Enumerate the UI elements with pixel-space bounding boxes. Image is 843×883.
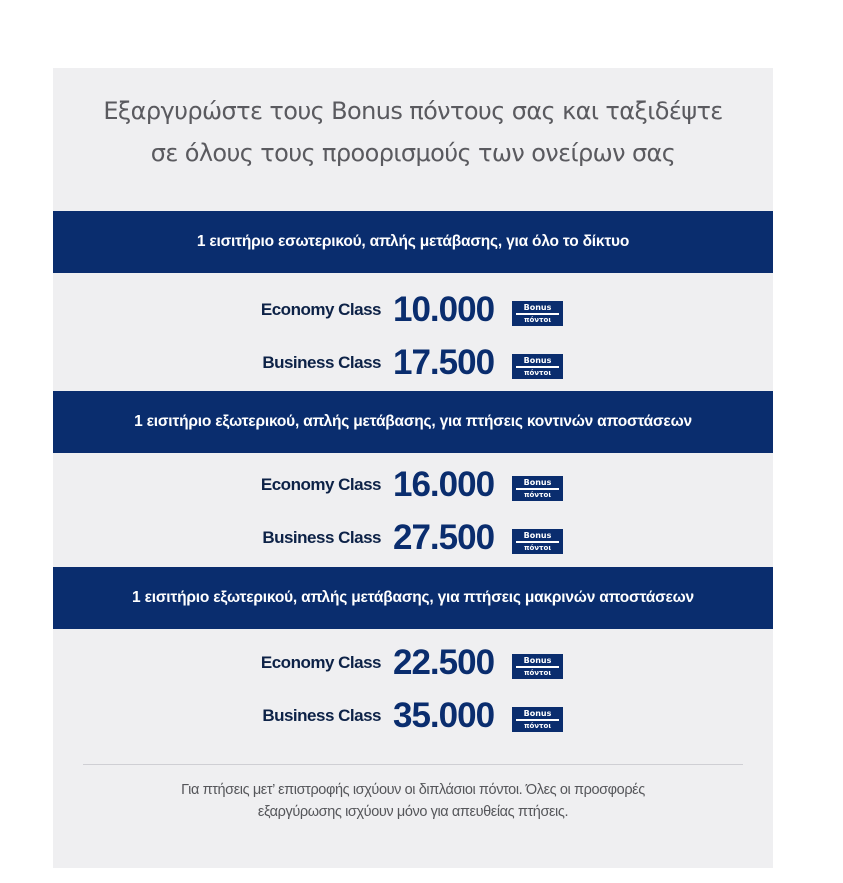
badge-divider (516, 366, 559, 368)
headline-line-1: Εξαργυρώστε τους Bonus πόντους σας και ταξιδέψτε (103, 97, 723, 125)
section-header-long-haul: 1 εισιτήριο εξωτερικού, απλής μετάβασης, για πτήσεις μακρινών αποστάσεων (53, 567, 773, 629)
fare-class-label: Economy Class (260, 300, 381, 319)
badge-top-text: Bonus (523, 478, 552, 487)
fare-class-label: Business Class (262, 528, 381, 547)
badge-bottom-text: πόντοι (523, 491, 552, 499)
fare-row (53, 643, 773, 683)
bonus-points-badge-icon (512, 476, 563, 501)
badge-top-text: Bonus (523, 656, 552, 665)
headline-line-2: σε όλους τους προορισμούς των ονείρων σας (150, 139, 676, 167)
bonus-points-badge-icon (512, 301, 563, 326)
footnote-line-1: Για πτήσεις μετ’ επιστροφής ισχύουν οι διπλάσιοι πόντοι. Όλες οι προσφορές (181, 782, 645, 798)
badge-top-text: Bonus (523, 709, 552, 718)
points-value: 22.500 (393, 643, 495, 682)
fare-class-label: Economy Class (260, 653, 381, 672)
bonus-points-panel (53, 68, 773, 868)
footnote-line-2: εξαργύρωσης ισχύουν μόνο για απευθείας πτήσεις. (257, 804, 569, 820)
fare-row (53, 518, 773, 558)
points-value: 17.500 (393, 343, 495, 382)
fare-class-label: Economy Class (260, 475, 381, 494)
points-value: 10.000 (393, 290, 495, 329)
points-value: 16.000 (393, 465, 495, 504)
fare-class-label: Business Class (262, 353, 381, 372)
badge-bottom-text: πόντοι (523, 722, 552, 730)
points-value: 35.000 (393, 696, 495, 735)
headline (53, 90, 773, 174)
badge-top-text: Bonus (523, 356, 552, 365)
badge-bottom-text: πόντοι (523, 369, 552, 377)
bonus-points-badge-icon (512, 529, 563, 554)
fare-class-label: Business Class (262, 706, 381, 725)
bonus-points-badge-icon (512, 707, 563, 732)
badge-bottom-text: πόντοι (523, 544, 552, 552)
badge-divider (516, 313, 559, 315)
fare-row (53, 290, 773, 330)
points-value: 27.500 (393, 518, 495, 557)
footnote-divider (83, 764, 743, 765)
section-header-short-haul: 1 εισιτήριο εξωτερικού, απλής μετάβασης, για πτήσεις κοντινών αποστάσεων (53, 391, 773, 453)
bonus-points-badge-icon (512, 354, 563, 379)
badge-top-text: Bonus (523, 531, 552, 540)
badge-divider (516, 488, 559, 490)
bonus-points-badge-icon (512, 654, 563, 679)
fare-row (53, 465, 773, 505)
fare-row (53, 343, 773, 383)
footnote (53, 779, 773, 823)
badge-divider (516, 541, 559, 543)
badge-bottom-text: πόντοι (523, 669, 552, 677)
section-header-domestic: 1 εισιτήριο εσωτερικού, απλής μετάβασης, για όλο το δίκτυο (53, 211, 773, 273)
badge-divider (516, 719, 559, 721)
fare-row (53, 696, 773, 736)
badge-top-text: Bonus (523, 303, 552, 312)
badge-bottom-text: πόντοι (523, 316, 552, 324)
badge-divider (516, 666, 559, 668)
